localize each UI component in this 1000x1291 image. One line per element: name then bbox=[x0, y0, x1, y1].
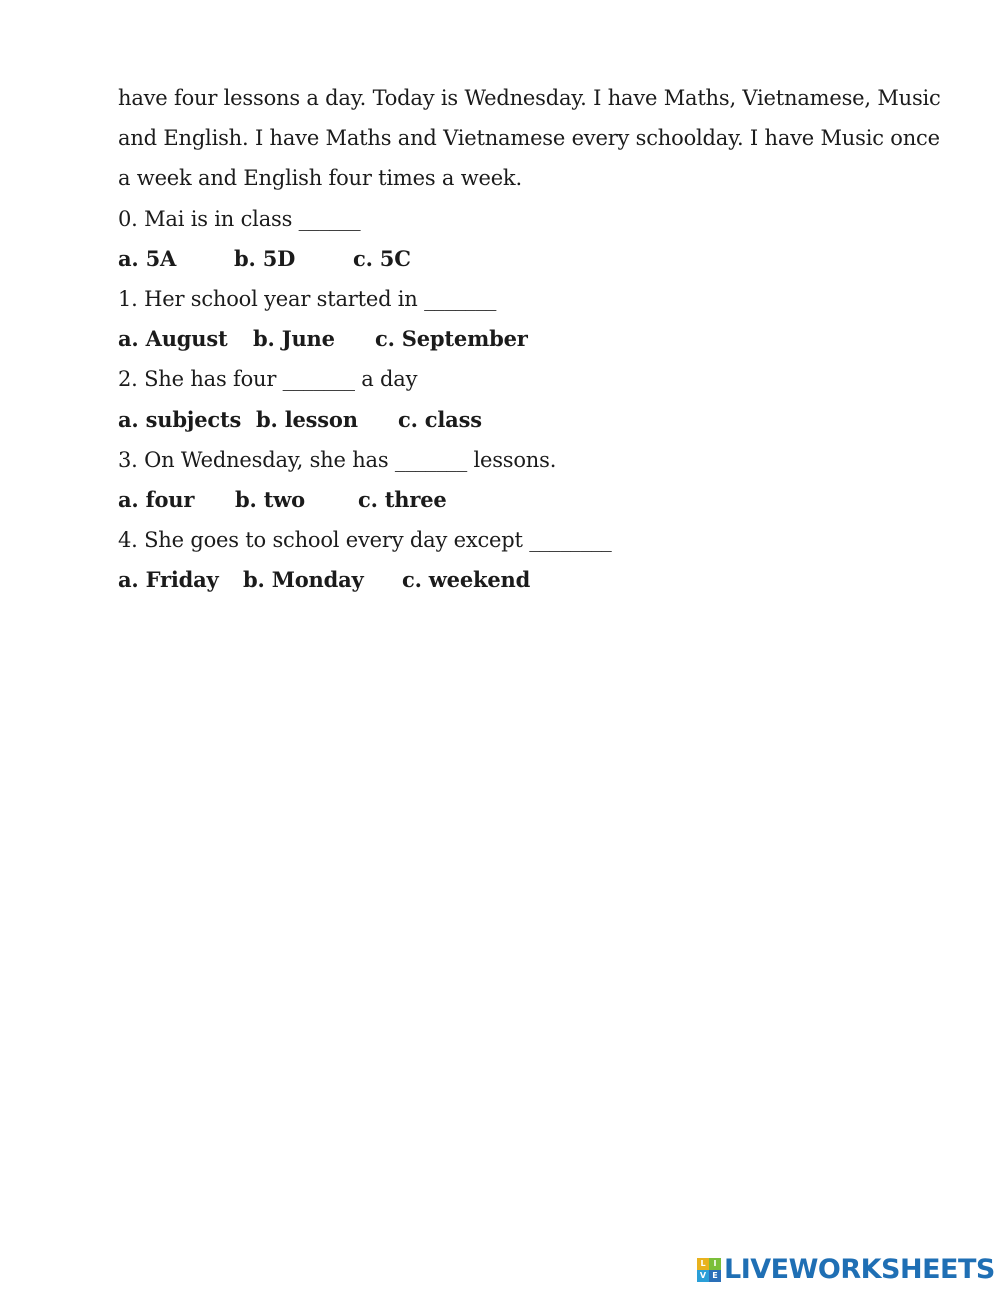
logo-text: LIVEWORKSHEETS bbox=[724, 1254, 995, 1285]
worksheet-page bbox=[118, 78, 941, 600]
option-c[interactable]: c. September bbox=[375, 326, 528, 352]
passage-line: a week and English four times a week. bbox=[118, 166, 522, 191]
options-row-1 bbox=[118, 319, 898, 359]
option-c[interactable]: c. three bbox=[358, 486, 447, 512]
option-b[interactable]: b. two bbox=[235, 486, 305, 512]
passage-line: and English. I have Maths and Vietnamese every schoolday. I have Music once bbox=[118, 126, 940, 151]
option-c[interactable]: c. class bbox=[398, 406, 482, 432]
question-4: 4. She goes to school every day except ________ bbox=[118, 528, 612, 553]
liveworksheets-mark-icon: L I V E bbox=[697, 1258, 721, 1282]
option-b[interactable]: b. 5D bbox=[234, 245, 296, 271]
liveworksheets-logo bbox=[697, 1256, 995, 1284]
options-row-0 bbox=[118, 239, 898, 279]
options-row-4 bbox=[118, 560, 898, 600]
option-c[interactable]: c. 5C bbox=[353, 245, 411, 271]
options-row-3 bbox=[118, 480, 898, 520]
option-a[interactable]: a. Friday bbox=[118, 567, 219, 593]
option-a[interactable]: a. four bbox=[118, 486, 195, 512]
question-3: 3. On Wednesday, she has _______ lessons. bbox=[118, 447, 557, 472]
option-b[interactable]: b. June bbox=[253, 326, 335, 352]
option-a[interactable]: a. 5A bbox=[118, 245, 177, 271]
option-c[interactable]: c. weekend bbox=[402, 567, 531, 593]
option-a[interactable]: a. subjects bbox=[118, 406, 242, 432]
question-1: 1. Her school year started in _______ bbox=[118, 286, 497, 311]
options-row-2 bbox=[118, 400, 898, 440]
question-2: 2. She has four _______ a day bbox=[118, 367, 418, 392]
option-b[interactable]: b. lesson bbox=[256, 406, 358, 432]
question-0: 0. Mai is in class ______ bbox=[118, 206, 361, 231]
option-a[interactable]: a. August bbox=[118, 326, 228, 352]
option-b[interactable]: b. Monday bbox=[243, 567, 364, 593]
passage-line: have four lessons a day. Today is Wednesday. I have Maths, Vietnamese, Music bbox=[118, 86, 941, 110]
